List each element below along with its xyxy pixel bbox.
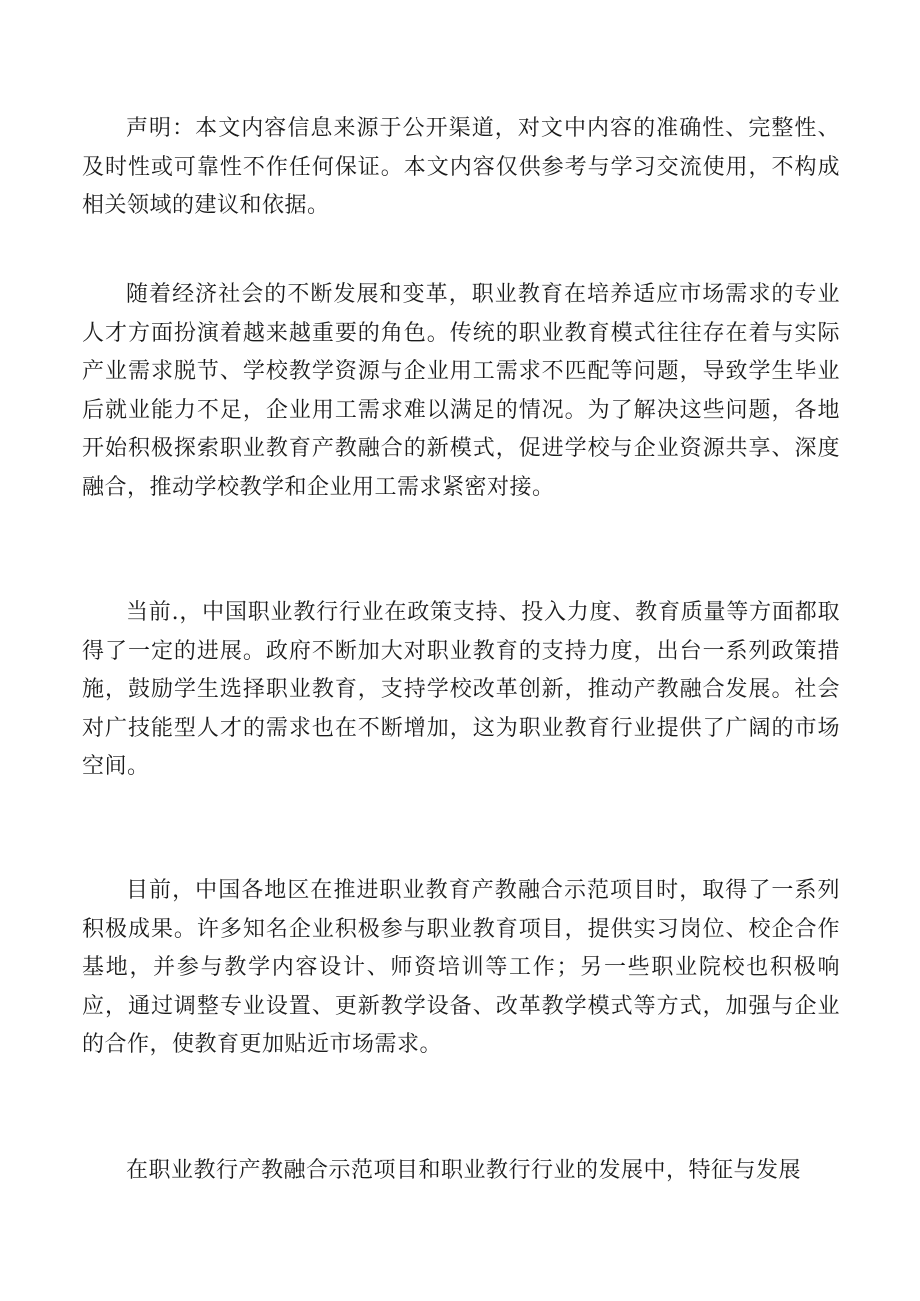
body-paragraph: 目前，中国各地区在推进职业教育产教融合示范项目时，取得了一系列积极成果。许多知名企业积极参与职业教育项目，提供实习岗位、校企合作基地，并参与教学内容设计、师资培训等工作；另一些职业院校也积极响应，通过调整专业设置、更新教学设备、改革教学模式等方式，加强与企业的合作，使教育更加贴近市场需求。	[82, 878, 840, 1057]
body-paragraph: 在职业教行产教融合示范项目和职业教行行业的发展中，特征与发展	[126, 1158, 802, 1183]
body-paragraph: 随着经济社会的不断发展和变革，职业教育在培养适应市场需求的专业人才方面扮演着越来越重要的角色。传统的职业教育模式往往存在着与实际产业需求脱节、学校教学资源与企业用工需求不匹配等问题，导致学生毕业后就业能力不足，企业用工需求难以满足的情况。为了解决这些问题，各地开始积极探索职业教育产教融合的新模式，促进学校与企业资源共享、深度融合，推动学校教学和企业用工需求紧密对接。	[82, 282, 840, 500]
body-paragraph: 当前.，中国职业教行行业在政策支持、投入力度、教育质量等方面都取得了一定的进展。政府不断加大对职业教育的支持力度，出台一系列政策措施，鼓励学生选择职业教育，支持学校改革创新，推动产教融合发展。社会对广技能型人才的需求也在不断增加，这为职业教育行业提供了广阔的市场空间。	[82, 600, 840, 779]
disclaimer-paragraph: 声明：本文内容信息来源于公开渠道，对文中内容的准确性、完整性、及时性或可靠性不作任何保证。本文内容仅供参考与学习交流使用，不构成相关领域的建议和依据。	[82, 116, 840, 218]
